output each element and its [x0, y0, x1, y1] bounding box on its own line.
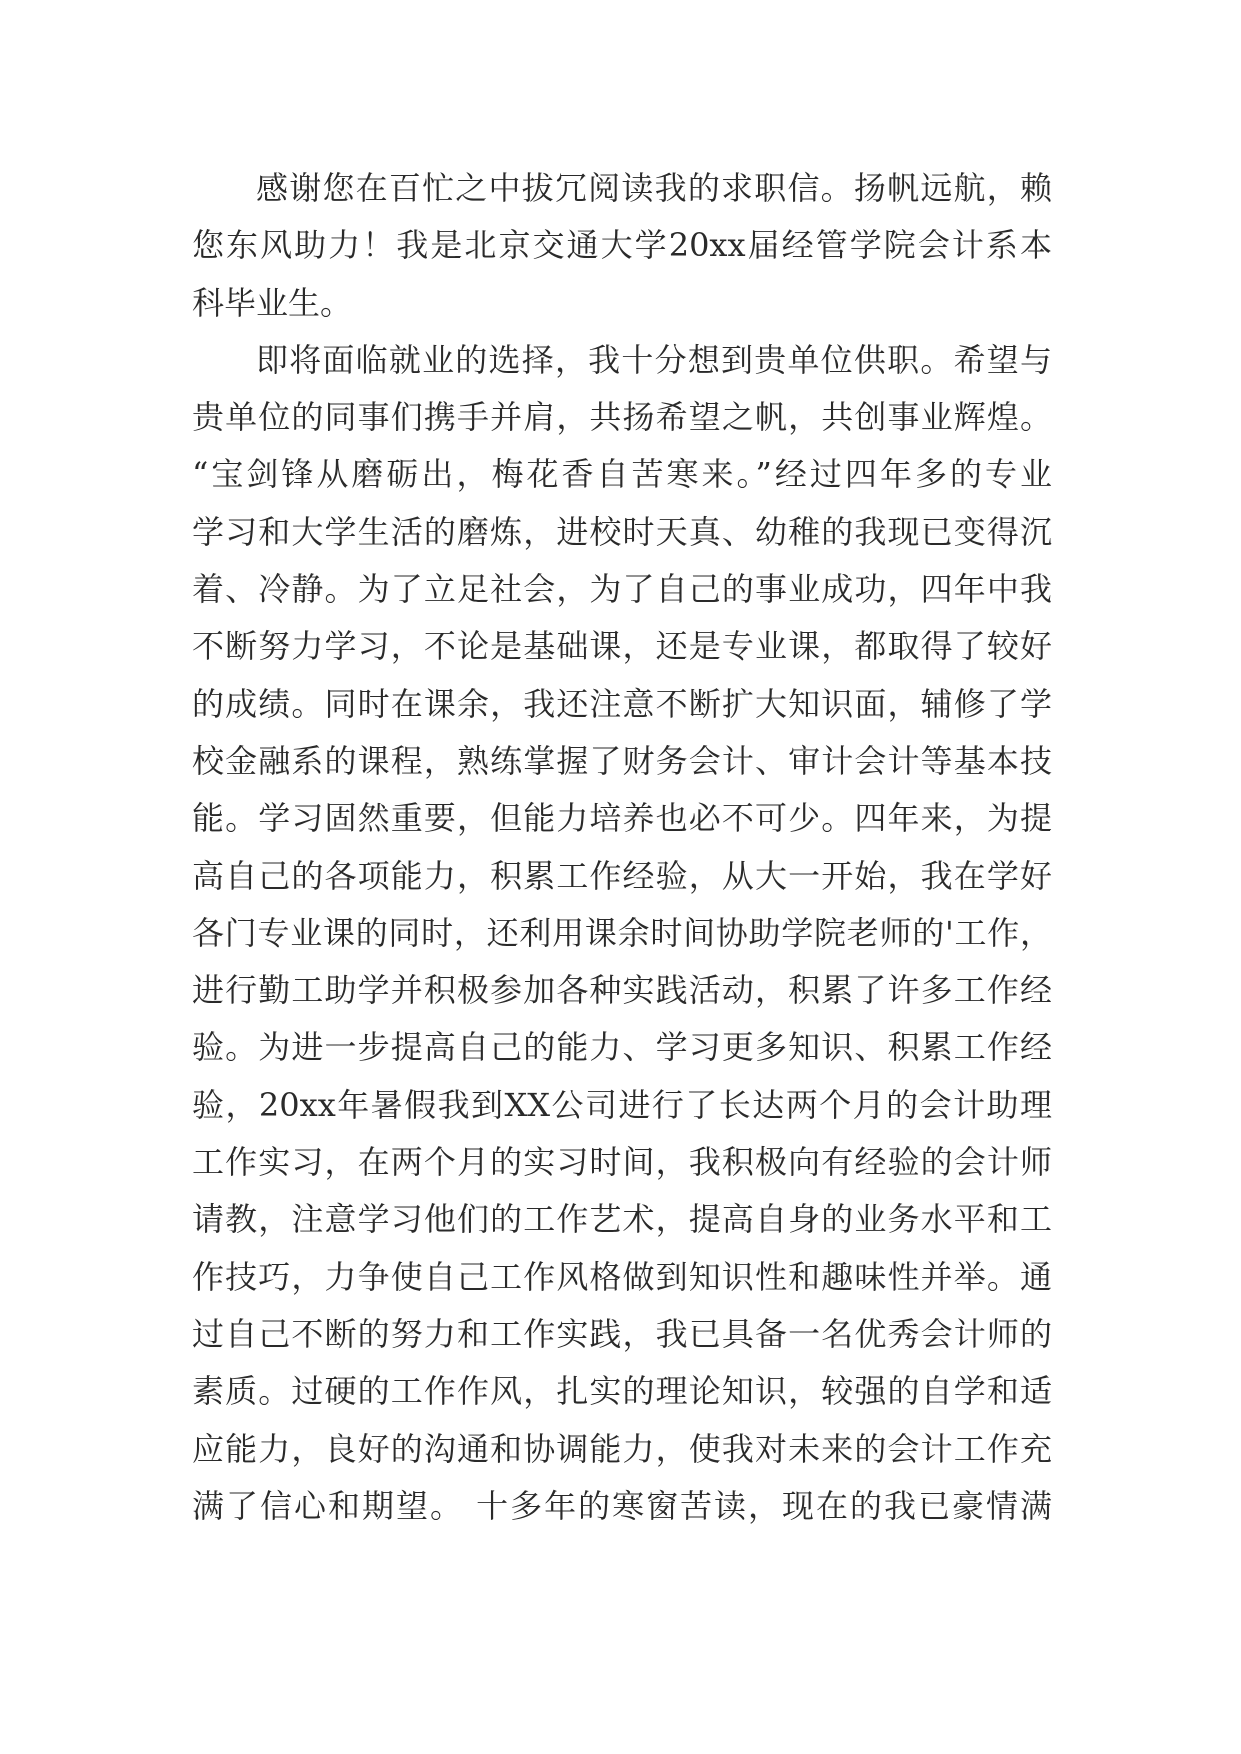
- paragraph-2-line-5: 着、冷静。为了立足社会，为了自己的事业成功，四年中我: [192, 570, 1052, 609]
- paragraph-2-line-12: 进行勤工助学并积极参加各种实践活动，积累了许多工作经: [192, 971, 1052, 1010]
- paragraph-1-line-3: 科毕业生。: [192, 283, 353, 322]
- paragraph-2-line-19: 素质。过硬的工作作风，扎实的理论知识，较强的自学和适: [192, 1372, 1052, 1411]
- paragraph-2-line-16: 请教，注意学习他们的工作艺术，提高自身的业务水平和工: [192, 1200, 1052, 1239]
- paragraph-2-line-8: 校金融系的课程，熟练掌握了财务会计、审计会计等基本技: [192, 741, 1052, 780]
- paragraph-2-line-2: 贵单位的同事们携手并肩，共扬希望之帆，共创事业辉煌。: [192, 398, 1052, 437]
- paragraph-2-line-21: 满了信心和期望。 十多年的寒窗苦读，现在的我已豪情满: [192, 1486, 1052, 1525]
- paragraph-1-line-1: 感谢您在百忙之中拔冗阅读我的求职信。扬帆远航，赖: [256, 169, 1052, 207]
- paragraph-1-line-2: 您东风助力！我是北京交通大学20xx届经管学院会计系本: [192, 226, 1052, 265]
- paragraph-2-line-15: 工作实习，在两个月的实习时间，我积极向有经验的会计师: [192, 1143, 1052, 1182]
- paragraph-2-line-3: “宝剑锋从磨砺出，梅花香自苦寒来。”经过四年多的专业: [192, 455, 1052, 494]
- paragraph-2-line-17: 作技巧，力争使自己工作风格做到知识性和趣味性并举。通: [192, 1257, 1052, 1296]
- paragraph-2-line-6: 不断努力学习，不论是基础课，还是专业课，都取得了较好: [192, 627, 1052, 666]
- paragraph-2-line-4: 学习和大学生活的磨炼，进校时天真、幼稚的我现已变得沉: [192, 512, 1052, 551]
- paragraph-2-line-18: 过自己不断的努力和工作实践，我已具备一名优秀会计师的: [192, 1314, 1052, 1353]
- paragraph-2-line-10: 高自己的各项能力，积累工作经验，从大一开始，我在学好: [192, 856, 1052, 895]
- paragraph-2-line-1: 即将面临就业的选择，我十分想到贵单位供职。希望与: [256, 340, 1052, 379]
- paragraph-2-line-14: 验，20xx年暑假我到XX公司进行了长达两个月的会计助理: [192, 1085, 1052, 1124]
- paragraph-2-line-20: 应能力，良好的沟通和协调能力，使我对未来的会计工作充: [192, 1429, 1052, 1468]
- paragraph-2-line-13: 验。为进一步提高自己的能力、学习更多知识、积累工作经: [192, 1028, 1052, 1067]
- letter-body: [192, 160, 1052, 1535]
- paragraph-2-line-7: 的成绩。同时在课余，我还注意不断扩大知识面，辅修了学: [192, 684, 1052, 723]
- paragraph-2-line-9: 能。学习固然重要，但能力培养也必不可少。四年来，为提: [192, 799, 1052, 838]
- paragraph-2-line-11: 各门专业课的同时，还利用课余时间协助学院老师的'工作，: [192, 913, 1052, 952]
